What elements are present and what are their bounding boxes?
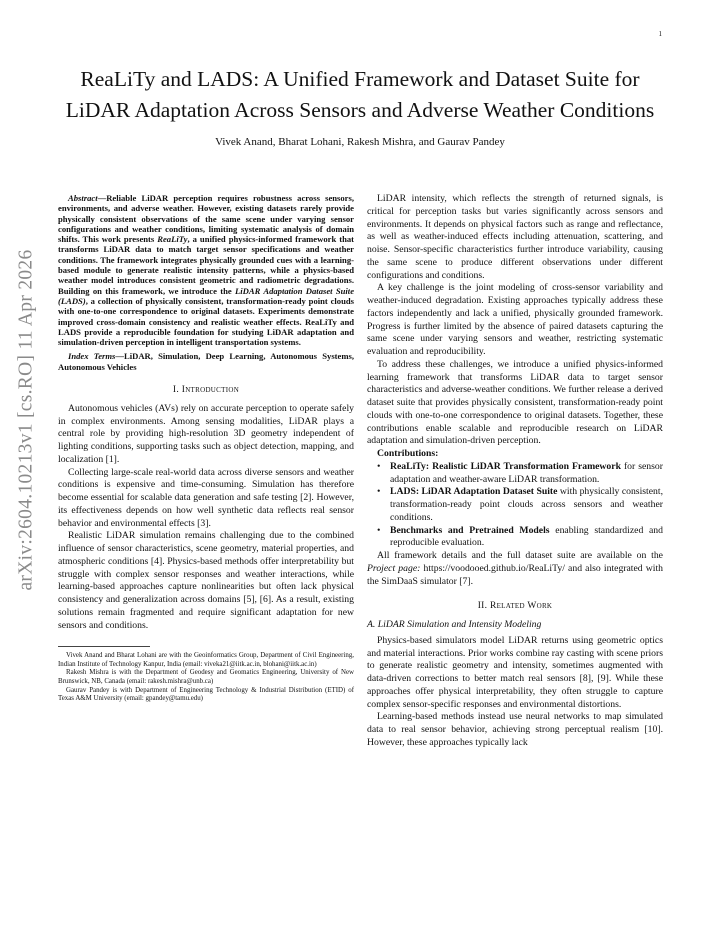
abstract-framework-name: ReaLiTy	[157, 234, 188, 245]
right-column	[367, 193, 663, 750]
intro-paragraph-3: Realistic LiDAR simulation remains challenging due to the combined influence of sensor characteristics, scene geometry, material properties, and atmospheric conditions [4]. Physics-based methods offer interpretability but struggle with complex sensor responses and weather interactions, while learning-based approaches capture nonlinearities but often lack physical consistency and generalization across domains [5], [6]. As a result, existing solutions remain fragmented and require significant adaptation for new sensors and conditions.	[58, 530, 354, 631]
page-number: 1	[658, 30, 662, 38]
abstract-text-2: , a unified physics-informed framework that transforms LiDAR data to match target sensor specifications and weather conditions. The framework integrates physically grounded cues with a learning-based module to generate realistic intensity patterns, while a physics-based weather model introduces consistent geometric and radiometric degradations. Building on this framework, we introduce the	[58, 234, 355, 296]
project-text-after: and also integrated with the SimDaaS simulator [7].	[367, 562, 664, 587]
author-footnotes	[58, 652, 354, 704]
list-item	[367, 525, 663, 551]
list-item	[367, 461, 663, 487]
contribution-text: with physically consistent, transformation-ready point clouds across sensors and weather conditions.	[390, 486, 663, 523]
paper-title: ReaLiTy and LADS: A Unified Framework and Dataset Suite for LiDAR Adaptation Across Sensors and Adverse Weather Conditions	[65, 67, 655, 122]
intro-paragraph-5: A key challenge is the joint modeling of cross-sensor variability and weather-induced degradation. Existing approaches typically address these factors independently and lack a unified, physically grounded framework. Progress is further limited by the absence of paired datasets capturing the same scene under varying sensors and weather, restricting systematic evaluation and reproducibility.	[367, 282, 663, 357]
contributions-heading: Contributions:	[377, 448, 439, 459]
related-work-paragraph-2: Learning-based methods instead use neural networks to map simulated data to real sensor behavior, achieving strong perceptual realism [10]. However, these approaches typically lack	[367, 711, 663, 748]
section-heading-related-work: II. Related Work	[477, 601, 553, 612]
index-terms-label: Index Terms	[68, 351, 116, 362]
contribution-text: for sensor adaptation and weather-aware LiDAR transformation.	[390, 460, 663, 485]
project-text-before: All framework details and the full dataset suite are available on the	[377, 550, 663, 561]
intro-paragraph-2: Collecting large-scale real-world data across diverse sensors and weather conditions is expensive and time-consuming. Simulation has therefore become essential for scalable data generation and safe testing [2]. However, its effectiveness depends on how well synthetic data reflects real sensor behavior and environmental effects [3].	[58, 466, 354, 529]
related-work-paragraph-1: Physics-based simulators model LiDAR returns using geometric optics and material interactions. Prior works combine ray casting with scene priors to generate realistic geometry and intensity, sometimes augmented with data-driven corrections to better match real sensors [8], [9]. While these approaches offer physical interpretability, they often struggle to capture complex sensor-specific responses and environmental distortions.	[367, 634, 663, 710]
abstract-label: Abstract	[68, 193, 98, 203]
contribution-title: Benchmarks and Pretrained Models	[390, 524, 550, 536]
project-page-paragraph	[367, 550, 663, 588]
footnote-3: Gaurav Pandey is with Department of Engineering Technology & Industrial Distribution (ETID) of Texas A&M University (email: gpandey@tamu.edu)	[58, 686, 354, 703]
intro-paragraph-4: LiDAR intensity, which reflects the strength of returned signals, is critical for perception tasks but varies significantly across sensors and environments. It depends on physical factors such as range and reflectance, as well as weather-induced effects including attenuation, scattering, and noise. Sensor-specific characteristics further introduce variability, causing the same scene to produce different observations under different configurations and conditions.	[367, 193, 663, 281]
arxiv-identifier-stamp	[4, 160, 50, 680]
index-terms-text: —LiDAR, Simulation, Deep Learning, Autonomous Systems, Autonomous Vehicles	[58, 351, 354, 372]
footnote-1: Vivek Anand and Bharat Lohani are with the Geoinformatics Group, Department of Civil Engineering, Indian Institute of Technology Kanpur, India (email: viveka21@iitk.ac.in, blohani@iitk.ac.in)	[58, 652, 354, 668]
project-page-label: Project page:	[367, 562, 421, 574]
intro-paragraph-6: To address these challenges, we introduce a unified physics-informed learning framework that transforms LiDAR data to target sensor characteristics and adverse-weather conditions. We further release a derived dataset suite that provides physically consistent, transformation-ready point clouds with one-to-one correspondence to original datasets. Together, these contributions enable scalable and reproducible research on LiDAR adaptation and simulation-driven perception.	[367, 358, 663, 447]
contribution-title: ReaLiTy: Realistic LiDAR Transformation Framework	[390, 460, 621, 472]
abstract-dataset-name: LiDAR Adaptation Dataset Suite (LADS)	[58, 285, 355, 306]
footnote-divider	[58, 646, 150, 647]
section-heading-introduction: I. Introduction	[172, 385, 240, 396]
author-list: Vivek Anand, Bharat Lohani, Rakesh Mishra, and Gaurav Pandey	[215, 136, 505, 148]
abstract	[58, 193, 354, 347]
abstract-text-1: —Reliable LiDAR perception requires robustness across sensors, environments, and adverse weather. However, existing datasets rarely provide physically consistent observations of the same scene under varying sensor configurations and weather conditions, limiting systematic analysis of domain shifts. This work presents	[58, 193, 354, 245]
index-terms	[58, 351, 354, 372]
footnote-2: Rakesh Mishra is with the Department of Geodesy and Geomatics Engineering, University of New Brunswick, NB, Canada (email: rakesh.mishra@unb.ca)	[58, 669, 354, 686]
contribution-text: enabling standardized and reproducible evaluation.	[390, 524, 663, 549]
subsection-heading-lidar-simulation: A. LiDAR Simulation and Intensity Modeling	[367, 619, 542, 630]
list-item	[367, 486, 663, 524]
arxiv-identifier-text: arXiv:2604.10213v1 [cs.RO] 11 Apr 2026	[16, 249, 37, 591]
abstract-text-3: , a collection of physically consistent, transformation-ready point clouds with one-to-one correspondence to original datasets. Experiments demonstrate improved cross-domain consistency and realistic weather effects. ReaLiTy and LADS provide a reproducible foundation for studying LiDAR adaptation and simulation-driven perception in intelligent transportation systems.	[58, 295, 354, 348]
intro-paragraph-1: Autonomous vehicles (AVs) rely on accurate perception to operate safely in complex environments. Among sensing modalities, LiDAR plays a central role by providing high-resolution 3D geometry independent of lighting conditions, supporting tasks such as object detection, mapping, and localization [1].	[58, 402, 354, 465]
contributions-list	[367, 461, 663, 550]
left-column	[58, 193, 354, 704]
project-page-link[interactable]: https://voodooed.github.io/ReaLiTy/	[420, 562, 565, 574]
contribution-title: LADS: LiDAR Adaptation Dataset Suite	[390, 486, 558, 498]
